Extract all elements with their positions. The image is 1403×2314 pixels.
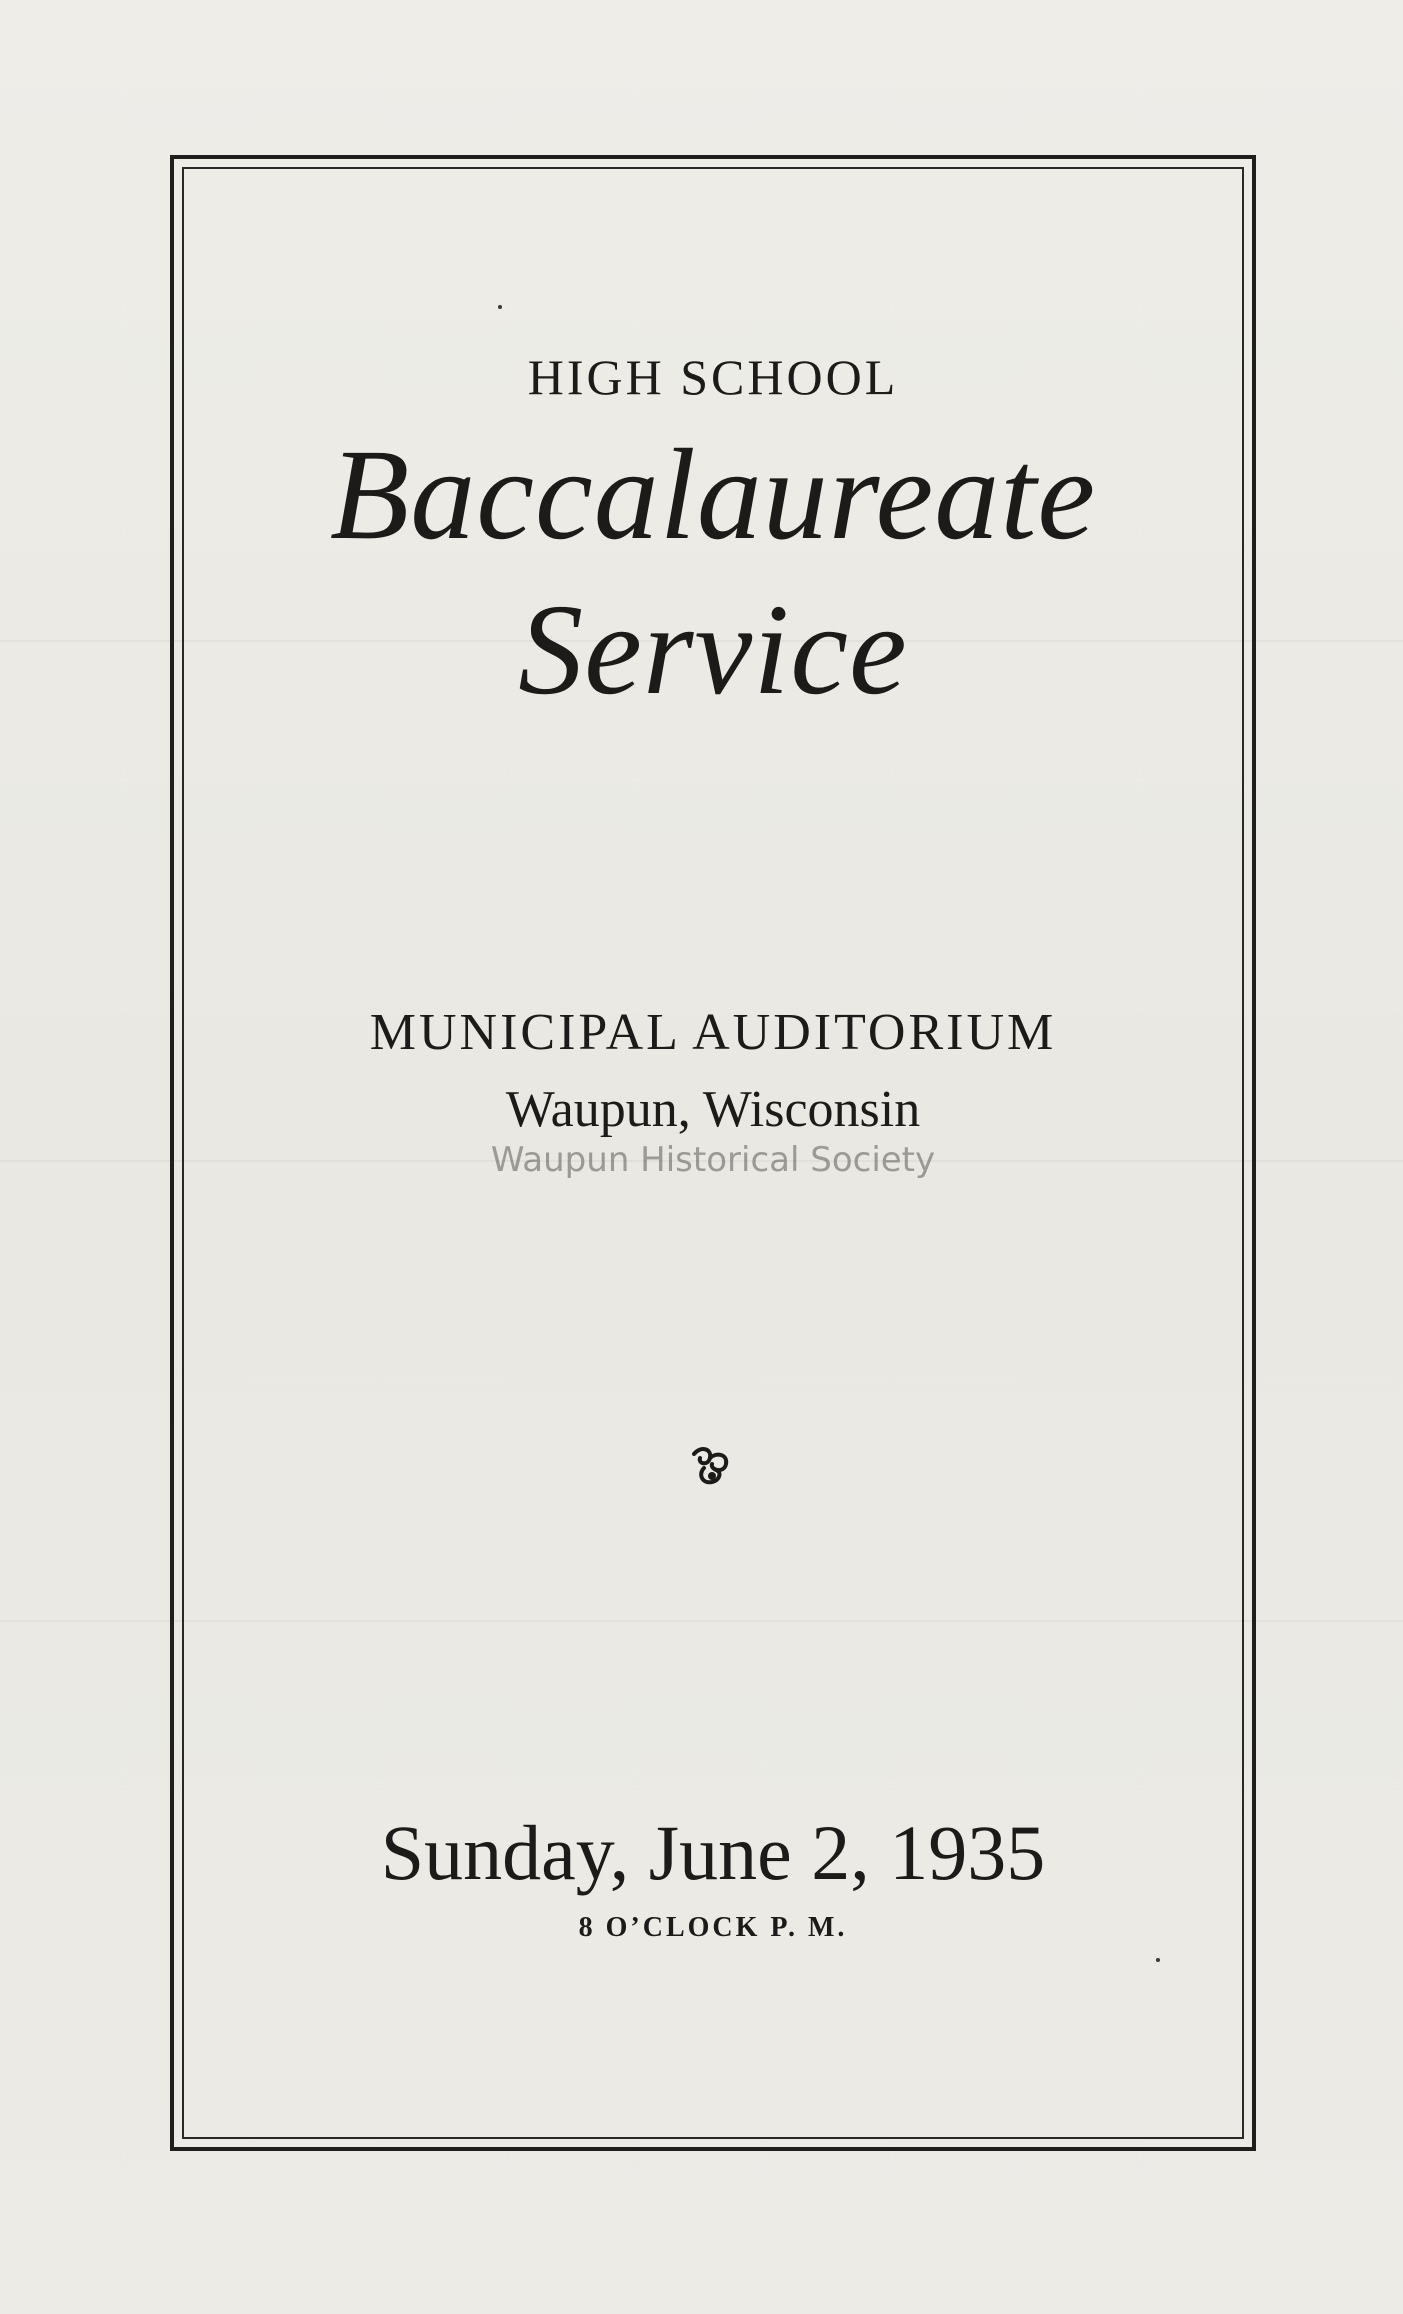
paper-speck: [498, 305, 502, 309]
watermark: Waupun Historical Society: [490, 1140, 936, 1180]
paper-speck: [1156, 1958, 1160, 1962]
venue-name: MUNICIPAL AUDITORIUM: [369, 1004, 1057, 1061]
event-time: 8 O’CLOCK P. M.: [578, 1912, 848, 1943]
floral-ornament-icon: [686, 1440, 736, 1490]
title-line-2: Service: [518, 578, 908, 722]
school-line: HIGH SCHOOL: [527, 349, 899, 405]
event-date: Sunday, June 2, 1935: [380, 1809, 1046, 1896]
venue-city: Waupun, Wisconsin: [505, 1081, 921, 1138]
title-line-1: Baccalaureate: [329, 423, 1097, 567]
